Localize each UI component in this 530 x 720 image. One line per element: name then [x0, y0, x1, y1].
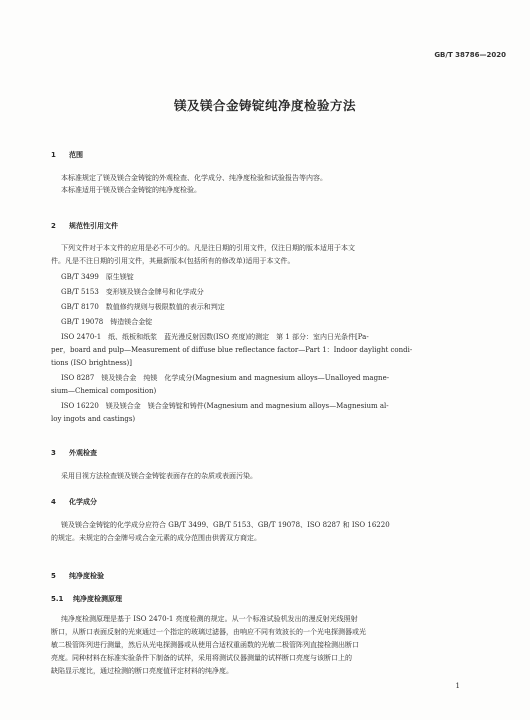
section-4-heading [51, 497, 97, 507]
paragraph-line: 本标准规定了镁及镁合金铸锭的外观检查、化学成分、纯净度检验和试验报告等内容。 [61, 174, 327, 182]
reference-item: ISO 2470-1 纸、纸板和纸浆 蓝光漫反射因数(ISO 亮度)的测定 第 1 部分：室内日光条件[Pa- [61, 333, 369, 341]
reference-item: tions (ISO brightness)] [51, 359, 133, 367]
reference-item: loy ingots and castings) [51, 415, 136, 423]
paragraph-line: 缺陷显示度比，通过检测的断口亮度值评定材料的纯净度。 [51, 667, 233, 675]
section-2-heading [51, 221, 118, 231]
reference-item: GB/T 19078 铸造镁合金锭 [61, 318, 153, 326]
paragraph-line: 断口，从断口表面反射的光束通过一个指定的玻璃过滤器，由响应不同有效波长的一个光电探测器或光 [51, 628, 366, 636]
reference-item: ISO 16220 镁及镁合金 镁合金铸锭和铸件(Magnesium and magnesium alloys—Magnesium al- [61, 402, 389, 410]
paragraph-line: 镁及镁合金铸锭的化学成分应符合 GB/T 3499、GB/T 5153、GB/T 19078、ISO 8287 和 ISO 16220 [61, 521, 390, 529]
reference-item: ISO 8287 镁及镁合金 纯镁 化学成分(Magnesium and magnesium alloys—Unalloyed magne- [61, 374, 390, 382]
section-number: 1 [51, 151, 56, 159]
section-number: 2 [51, 222, 56, 230]
subsection-number: 5.1 [51, 595, 64, 603]
reference-item: GB/T 5153 变形镁及镁合金牌号和化学成分 [61, 288, 204, 296]
section-number: 4 [51, 498, 56, 506]
section-1-heading [51, 150, 83, 160]
page-number: 1 [455, 682, 460, 690]
section-title: 外观检查 [69, 449, 97, 457]
section-number: 3 [51, 449, 56, 457]
paragraph-line: 纯净度检测原理是基于 ISO 2470-1 亮度检测的规定。从一个标准试验机发出的漫反射光线照射 [61, 615, 358, 623]
subsection-5-1-heading [51, 594, 122, 604]
section-title: 规范性引用文件 [69, 222, 118, 230]
paragraph-line: 下列文件对于本文件的应用是必不可少的。凡是注日期的引用文件，仅注日期的版本适用于本文 [61, 244, 355, 252]
section-title: 化学成分 [69, 498, 97, 506]
reference-item: GB/T 3499 原生镁锭 [61, 273, 134, 281]
section-3-heading [51, 448, 97, 458]
paragraph-line: 亮度。同种材料在标准实验条件下制备的试样，采用将测试仪器测量的试样断口亮度与该断口上的 [51, 654, 352, 662]
section-title: 纯净度检验 [69, 572, 104, 580]
paragraph-line: 采用目视方法检查镁及镁合金铸锭表面存在的杂质或表面污染。 [61, 472, 257, 480]
paragraph-line: 件。凡是不注日期的引用文件，其最新版本(包括所有的修改单)适用于本文件。 [51, 257, 295, 265]
reference-item: per，board and pulp—Measurement of diffuse blue reflectance factor—Part 1：Indoor daylight condi- [51, 346, 413, 354]
document-title: 镁及镁合金铸锭纯净度检验方法 [173, 98, 356, 113]
reference-item: sium—Chemical composition) [51, 387, 157, 395]
subsection-title: 纯净度检测原理 [73, 595, 122, 603]
section-title: 范围 [69, 151, 83, 159]
section-5-heading [51, 571, 104, 581]
standard-number: GB/T 38786—2020 [434, 51, 506, 59]
paragraph-line: 的规定。未规定的合金牌号或合金元素的成分范围由供需双方商定。 [51, 534, 261, 542]
paragraph-line: 本标准适用于镁及镁合金铸锭的纯净度检验。 [61, 186, 201, 194]
paragraph-line: 敏二极管阵列进行测量，然后从光电探测器或从使用合适权重函数的光敏二极管阵列直接检测出断口 [51, 641, 359, 649]
section-number: 5 [51, 572, 56, 580]
reference-item: GB/T 8170 数值修约规则与极限数值的表示和判定 [61, 303, 225, 311]
